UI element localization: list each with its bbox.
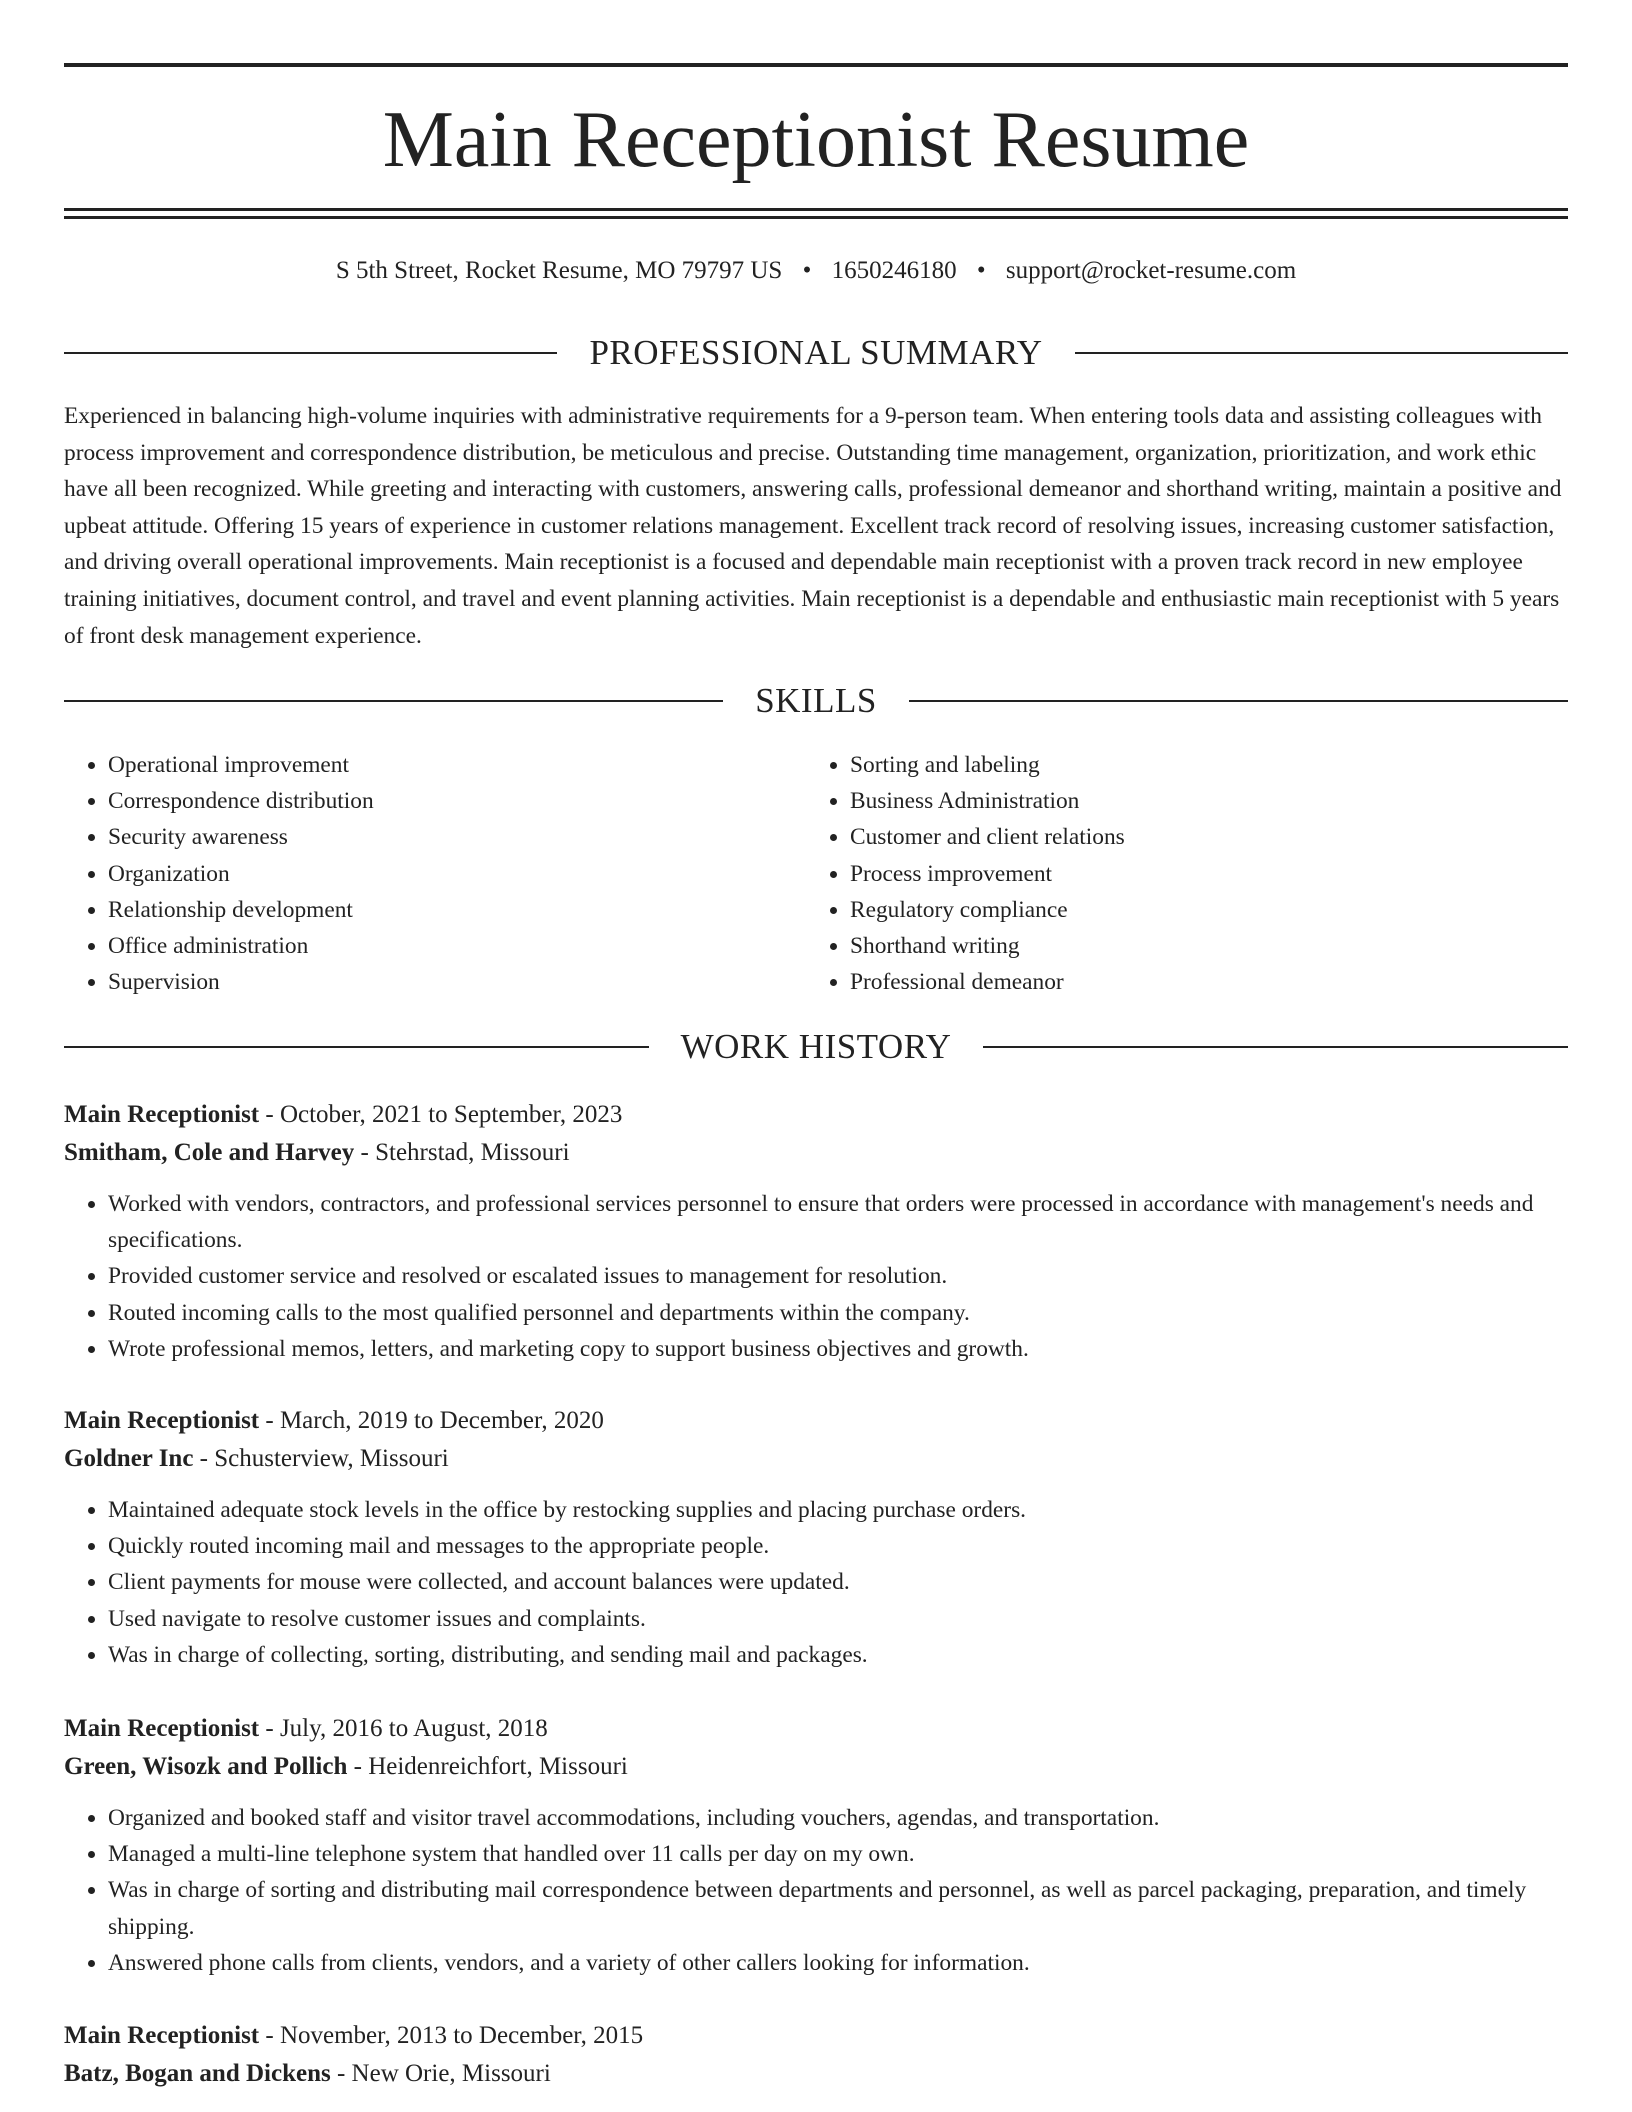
job-bullet: • Managed a multi-line telephone system that handled over 11 calls per day on my own. (108, 1836, 1568, 1872)
job-bullet: • Routed incoming calls to the most qualified personnel and departments within the company. (108, 1295, 1568, 1331)
skill-item: • Office administration (108, 928, 806, 964)
job-location: - Heidenreichfort, Missouri (347, 1753, 628, 1780)
skills-heading (64, 679, 1568, 723)
job-company: Goldner Inc (64, 1445, 194, 1472)
skill-item: • Regulatory compliance (850, 892, 1548, 928)
contact-separator: • (802, 257, 812, 284)
job-bullet: • Quickly routed incoming mail and messages to the appropriate people. (108, 1528, 1568, 1564)
skill-item: • Sorting and labeling (850, 747, 1548, 783)
job-entry (64, 1710, 1568, 1981)
heading-rule-left (64, 700, 723, 702)
job-entry (64, 1096, 1568, 1367)
job-bullet: • Answered phone calls from clients, vendors, and a variety of other callers looking for information. (108, 1945, 1568, 1981)
job-bullets (64, 1800, 1568, 1981)
job-company-line (64, 1134, 1568, 1172)
job-bullets (64, 1186, 1568, 1367)
job-location: - Stehrstad, Missouri (354, 1139, 570, 1166)
job-bullet: • Wrote professional memos, letters, and marketing copy to support business objectives and growth. (108, 1331, 1568, 1367)
job-bullet: • Used navigate to resolve customer issues and complaints. (108, 1601, 1568, 1637)
job-bullet: • Client payments for mouse were collected, and account balances were updated. (108, 1564, 1568, 1600)
job-location: - Schusterview, Missouri (193, 1445, 449, 1472)
job-role-line (64, 2017, 1568, 2055)
skill-item: • Business Administration (850, 783, 1548, 819)
skill-item: • Correspondence distribution (108, 783, 806, 819)
job-bullet: • Was in charge of collecting, sorting, distributing, and sending mail and packages. (108, 1637, 1568, 1673)
job-role: Main Receptionist (64, 1101, 260, 1128)
skills-heading-label: SKILLS (755, 681, 877, 720)
skill-item: • Security awareness (108, 819, 806, 855)
skill-item: • Organization (108, 856, 806, 892)
heading-rule-right (909, 700, 1568, 702)
job-company-line (64, 2055, 1568, 2093)
skills-column-right (806, 747, 1548, 1000)
job-company: Green, Wisozk and Pollich (64, 1753, 348, 1780)
summary-text: Experienced in balancing high-volume inquiries with administrative requirements for a 9-person team. When entering tools data and assisting colleagues with process improvement and correspondence distribution, be meticulous and precise. Outstanding time management, organization, prioritization, and work ethic have all been recognized. While greeting and interacting with customers, answering calls, professional demeanor and shorthand writing, maintain a positive and upbeat attitude. Offering 15 years of experience in customer relations management. Excellent track record of resolving issues, increasing customer satisfaction, and driving overall operational improvements. Main receptionist is a focused and dependable main receptionist with a proven track record in new employee training initiatives, document control, and travel and event planning activities. Main receptionist is a dependable and enthusiastic main receptionist with 5 years of front desk management experience. (64, 403, 1562, 649)
job-role: Main Receptionist (64, 1715, 260, 1742)
skill-item: • Operational improvement (108, 747, 806, 783)
skills-list (64, 747, 1568, 1000)
job-role: Main Receptionist (64, 1407, 260, 1434)
job-role-line (64, 1096, 1568, 1134)
job-company-line (64, 1748, 1568, 1786)
job-bullet: • Was in charge of sorting and distributing mail correspondence between departments and personnel, as well as parcel packaging, preparation, and timely shipping. (108, 1872, 1568, 1944)
heading-rule-left (64, 352, 557, 354)
top-rule (64, 63, 1568, 67)
job-company-line (64, 1440, 1568, 1478)
skill-item: • Relationship development (108, 892, 806, 928)
job-location: - New Orie, Missouri (330, 2060, 551, 2087)
job-role-line (64, 1402, 1568, 1440)
work-heading (64, 1025, 1568, 1069)
job-dates: - November, 2013 to December, 2015 (259, 2022, 644, 2049)
job-role-line (64, 1710, 1568, 1748)
title-rule-upper (64, 208, 1568, 211)
skills-column-left (64, 747, 806, 1000)
skill-item: • Professional demeanor (850, 964, 1548, 1000)
heading-rule-right (1075, 352, 1568, 354)
summary-heading (64, 331, 1568, 375)
skill-item: • Process improvement (850, 856, 1548, 892)
job-company: Batz, Bogan and Dickens (64, 2060, 331, 2087)
job-bullet: • Provided customer service and resolved or escalated issues to management for resolution. (108, 1258, 1568, 1294)
job-bullet: • Organized and booked staff and visitor travel accommodations, including vouchers, agendas, and transportation. (108, 1800, 1568, 1836)
skill-item: • Shorthand writing (850, 928, 1548, 964)
summary-heading-label: PROFESSIONAL SUMMARY (589, 333, 1043, 372)
job-bullet: • Maintained adequate stock levels in the office by restocking supplies and placing purchase orders. (108, 1492, 1568, 1528)
job-company: Smitham, Cole and Harvey (64, 1139, 355, 1166)
job-dates: - March, 2019 to December, 2020 (259, 1407, 604, 1434)
skill-item: • Customer and client relations (850, 819, 1548, 855)
job-entry (64, 1402, 1568, 1673)
resume-title: Main Receptionist Resume (382, 96, 1250, 184)
contact-address: S 5th Street, Rocket Resume, MO 79797 US (335, 257, 783, 284)
job-role: Main Receptionist (64, 2022, 260, 2049)
job-dates: - October, 2021 to September, 2023 (259, 1101, 623, 1128)
job-dates: - July, 2016 to August, 2018 (259, 1715, 548, 1742)
job-bullets (64, 1492, 1568, 1673)
contact-phone: 1650246180 (831, 257, 957, 284)
contact-line (64, 254, 1568, 288)
heading-rule-right (983, 1046, 1568, 1048)
contact-email: support@rocket-resume.com (1005, 257, 1297, 284)
title-rule-lower (64, 216, 1568, 219)
job-entry (64, 2017, 1568, 2093)
contact-separator: • (976, 257, 986, 284)
job-bullet: • Worked with vendors, contractors, and professional services personnel to ensure that orders were processed in accordance with management's needs and specifications. (108, 1186, 1568, 1258)
work-heading-label: WORK HISTORY (680, 1027, 952, 1066)
skill-item: • Supervision (108, 964, 806, 1000)
heading-rule-left (64, 1046, 649, 1048)
